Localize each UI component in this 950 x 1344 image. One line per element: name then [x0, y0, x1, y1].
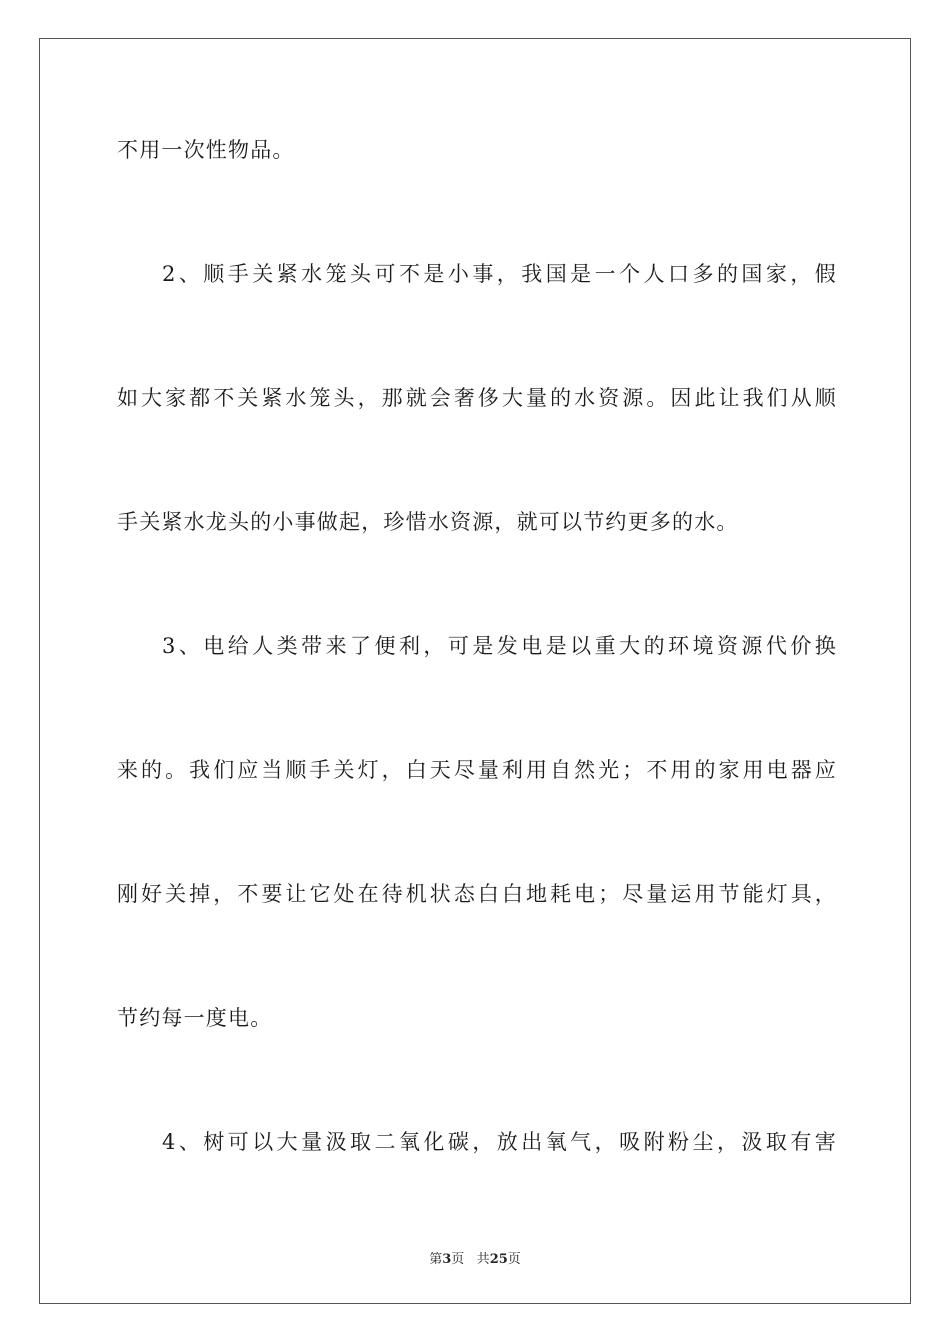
- paragraph-2-line-3: 手关紧水龙头的小事做起，珍惜水资源，就可以节约更多的水。: [117, 510, 739, 534]
- total-suffix: 页: [507, 1252, 521, 1267]
- paragraph-3-line-4: 节约每一度电。: [117, 1006, 273, 1030]
- page-border: [39, 38, 911, 1304]
- paragraph-4-line-1: 4、树可以大量汲取二氧化碳，放出氧气，吸附粉尘，汲取有害: [162, 1130, 837, 1154]
- paragraph-2-line-2: 如大家都不关紧水笼头，那就会奢侈大量的水资源。因此让我们从顺: [117, 386, 837, 410]
- total-prefix: 共: [476, 1252, 490, 1267]
- paragraph-3-line-2: 来的。我们应当顺手关灯，白天尽量利用自然光；不用的家用电器应: [117, 758, 837, 782]
- page-prefix: 第: [429, 1252, 443, 1267]
- text-line-1: 不用一次性物品。: [117, 138, 295, 162]
- paragraph-3-line-1: 3、电给人类带来了便利，可是发电是以重大的环境资源代价换: [162, 634, 837, 658]
- paragraph-3-line-3: 刚好关掉，不要让它处在待机状态白白地耗电；尽量运用节能灯具，: [117, 882, 837, 906]
- page-total: 25: [489, 1252, 508, 1267]
- page-suffix: 页: [451, 1252, 465, 1267]
- page-current: 3: [442, 1252, 452, 1267]
- page-footer: [0, 1248, 950, 1267]
- paragraph-2-line-1: 2、顺手关紧水笼头可不是小事，我国是一个人口多的国家，假: [162, 262, 837, 286]
